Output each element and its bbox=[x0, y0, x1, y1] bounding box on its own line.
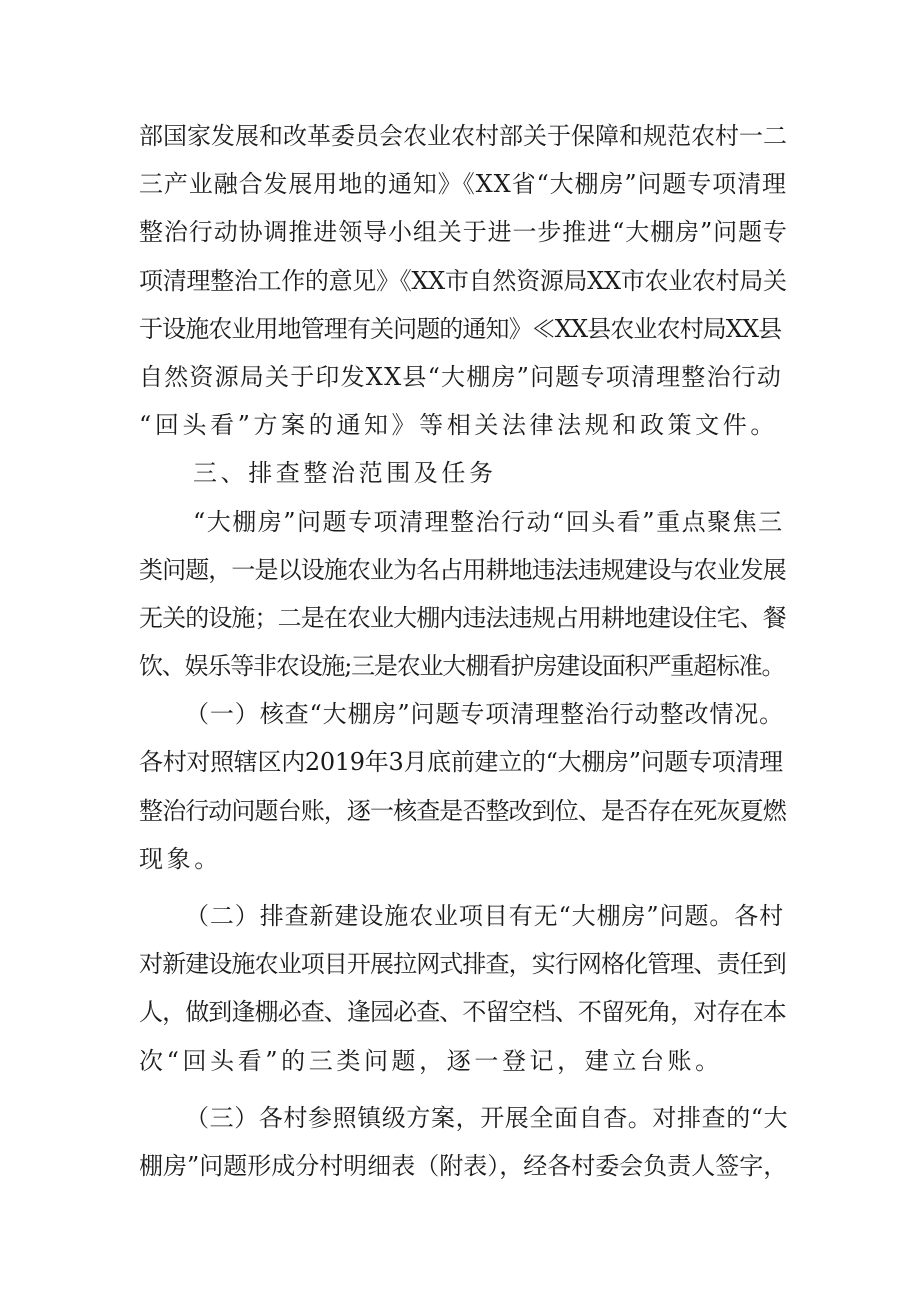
text-line: “大棚房”问题专项清理整治行动“回头看”重点聚焦三 bbox=[193, 507, 784, 536]
subsection-heading: （二）排查新建设施农业项目有无“大棚房”问题。各村 bbox=[185, 902, 785, 930]
text-line: 次“回头看”的三类问题，逐一登记，建立台账。 bbox=[139, 1046, 723, 1075]
section-heading: 三、排查整治范围及任务 bbox=[193, 459, 497, 488]
text-line: 整治行动协调推进领导小组关于进一步推进“大棚房”问题专 bbox=[139, 218, 788, 247]
subsection-heading: （一）核查“大棚房”问题专项清理整治行动整改情况。 bbox=[185, 700, 785, 729]
paragraph-gap bbox=[139, 1085, 789, 1094]
text-line: “回头看”方案的通知》等相关法律法规和政策文件。 bbox=[139, 411, 778, 440]
text-line: 整治行动问题台账，逐一核查是否整改到位、是否存在死灰夏燃 bbox=[139, 796, 786, 825]
text-line: 棚房”问题形成分村明细表（附表），经各村委会负责人签字， bbox=[139, 1151, 788, 1180]
text-line: 人，做到逢棚必查、逢园必查、不留空档、不留死角，对存在本 bbox=[139, 998, 786, 1027]
text-line: 饮、娱乐等非农设施;三是农业大棚看护房建设面积严重超标准。 bbox=[139, 652, 785, 681]
text-line: 部国家发展和改革委员会农业农村部关于保障和规范农村一二 bbox=[139, 122, 787, 150]
text-line: 三产业融合发展用地的通知》《XX省“大棚房”问题专项清理 bbox=[139, 170, 787, 199]
text-line: 现象。 bbox=[139, 844, 222, 873]
text-line: 于设施农业用地管理有关问题的通知》≪XX县农业农村局XX县 bbox=[139, 314, 782, 343]
text-line: 无关的设施；二是在农业大棚内违法违规占用耕地建设住宅、餐 bbox=[139, 603, 786, 632]
text-line: 类问题，一是以设施农业为名占用耕地违法违规建设与农业发展 bbox=[139, 555, 786, 584]
document-body bbox=[139, 112, 789, 1190]
text-line: 各村对照辖区内2019年3月底前建立的“大棚房”问题专项清理 bbox=[139, 748, 783, 777]
paragraph-gap bbox=[139, 883, 789, 892]
text-line: 对新建设施农业项目开展拉网式排查，实行网格化管理、责任到 bbox=[139, 950, 786, 979]
text-line: 自然资源局关于印发XX县“大棚房”问题专项清理整治行动 bbox=[139, 362, 783, 391]
subsection-heading: （三）各村参照镇级方案，开展全面自杳。对排查的“大 bbox=[185, 1103, 789, 1132]
text-line: 项清理整治工作的意见》《XX市自然资源局XX市农业农村局关 bbox=[139, 266, 787, 295]
